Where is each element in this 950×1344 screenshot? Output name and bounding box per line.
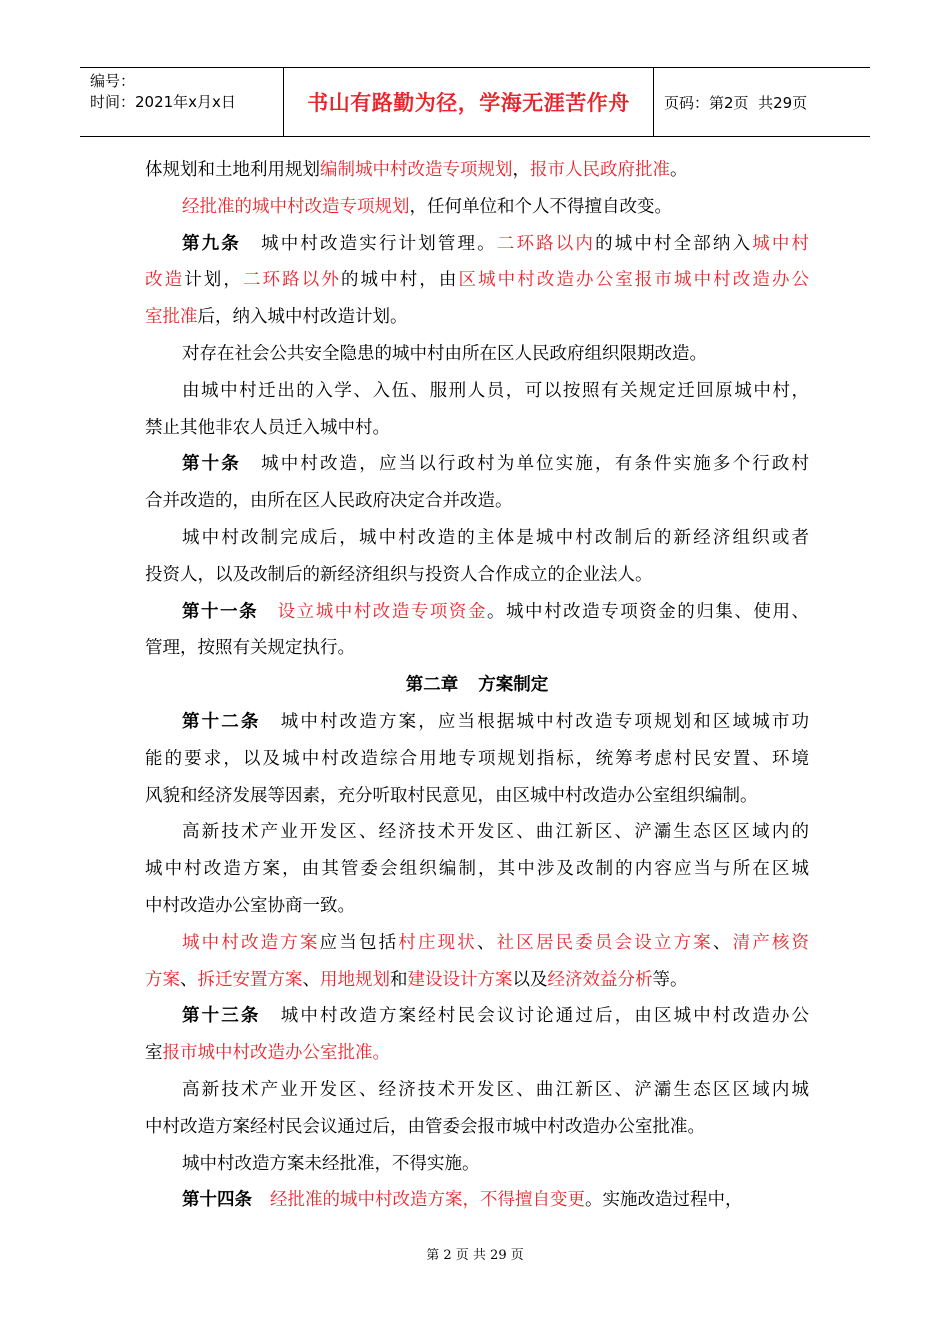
paragraph-line: [145, 962, 809, 999]
paragraph-line: [145, 152, 809, 189]
highlight-text: 建设设计方案: [407, 969, 513, 990]
text-run: 的城中村全部纳入: [595, 233, 753, 254]
chapter-title: 方案制定: [478, 675, 549, 696]
highlight-text: 二环路以外: [242, 270, 341, 291]
article-13-line: [145, 998, 809, 1035]
highlight-text: 城中村: [752, 233, 810, 254]
highlight-text: 村庄现状: [398, 932, 477, 953]
header-page-info: 页码：第2页 共29页: [664, 93, 808, 112]
text-run: 、: [302, 969, 320, 990]
highlight-text: 报市人民政府批准: [530, 160, 670, 180]
header-page-info-cell: [654, 68, 870, 136]
article-number: 第十二条: [182, 711, 261, 732]
paragraph-line: 对存在社会公共安全隐患的城中村由所在区人民政府组织限期改造。: [182, 343, 707, 364]
chapter-number: 第二章: [405, 675, 459, 696]
text-run: 应当包括: [319, 932, 399, 953]
page-footer: 第 2 页 共 29 页: [426, 1248, 524, 1263]
article-12-line: [145, 704, 809, 741]
highlight-text: 城中村改造方案: [182, 932, 320, 953]
page-header: [80, 67, 870, 137]
text-run: 城中村改造方案，应当根据城中村改造专项规划和区域城市功: [278, 711, 810, 732]
highlight-text: 经批准的城中村改造专项规划: [182, 196, 410, 217]
highlight-text: 编制城中村改造专项规划: [320, 160, 513, 180]
text-run: 城中村改造方案经村民会议讨论通过后，由区城中村改造办公: [278, 1006, 810, 1027]
paragraph-line: 合并改造的，由所在区人民政府决定合并改造。: [145, 491, 513, 512]
highlight-text: 区城中村改造办公室报市城中村改造办公: [458, 270, 810, 291]
paragraph-line: 高新技术产业开发区、经济技术开发区、曲江新区、浐灞生态区区域内城: [182, 1079, 809, 1100]
text-run: 后，纳入城中村改造计划。: [197, 307, 408, 328]
text-run: 、: [180, 969, 198, 990]
paragraph-line: [145, 1035, 809, 1072]
article-11-line: [145, 594, 809, 631]
text-run: 的城中村，由: [340, 270, 459, 291]
paragraph-line: 城中村改制完成后，城中村改造的主体是城中村改制后的新经济组织或者: [182, 527, 809, 548]
paragraph-line: [145, 925, 809, 962]
text-run: 。: [670, 160, 688, 180]
paragraph-line: [145, 262, 809, 299]
highlight-text: 改造: [145, 270, 185, 291]
header-meta: [80, 68, 284, 136]
text-run: 城中村改造实行计划管理。: [258, 233, 497, 254]
paragraph-line: 风貌和经济发展等因素，充分听取村民意见，由区城中村改造办公室组织编制。: [145, 785, 758, 806]
paragraph-line: 中村改造方案经村民会议通过后，由管委会报市城中村改造办公室批准。: [145, 1116, 705, 1137]
text-run: 等。: [652, 969, 688, 990]
text-run: 。实施改造过程中，: [585, 1190, 743, 1211]
text-run: 城中村改造，应当以行政村为单位实施，有条件实施多个行政村: [258, 454, 809, 475]
chapter-heading: [145, 667, 809, 704]
paragraph-line: [145, 299, 809, 336]
document-number-label: 编号：: [90, 72, 136, 90]
paragraph-line: 城中村改造方案，由其管委会组织编制，其中涉及改制的内容应当与所在区城: [145, 859, 809, 880]
header-motto: 书山有路勤为径，学海无涯苦作舟: [307, 91, 630, 115]
paragraph-line: 能的要求，以及城中村改造综合用地专项规划指标，统筹考虑村民安置、环境: [145, 748, 809, 769]
article-number: 第九条: [182, 233, 241, 254]
text-run: ，任何单位和个人不得擅自改变。: [409, 196, 672, 217]
header-motto-cell: [284, 68, 654, 136]
text-run: 体规划和土地利用规划: [145, 160, 320, 180]
text-run: 室: [145, 1043, 163, 1064]
article-number: 第十四条: [182, 1190, 252, 1211]
article-number: 第十条: [182, 454, 241, 475]
highlight-text: 社区居民委员会设立方案: [496, 932, 713, 953]
text-run: 、: [712, 932, 733, 953]
paragraph-line: 高新技术产业开发区、经济技术开发区、曲江新区、浐灞生态区区域内的: [182, 822, 809, 843]
paragraph-line: 由城中村迁出的入学、入伍、服刑人员，可以按照有关规定迁回原城中村，: [182, 380, 809, 401]
article-14-line: [145, 1182, 809, 1219]
highlight-text: 用地规划: [320, 969, 390, 990]
highlight-text: 室批准: [145, 307, 198, 328]
text-run: 和: [390, 969, 408, 990]
highlight-text: 报市城中村改造办公室批准。: [162, 1043, 390, 1064]
article-10-line: [145, 446, 809, 483]
highlight-text: 清产核资: [732, 932, 810, 953]
paragraph-line: 城中村改造方案未经批准，不得实施。: [182, 1153, 480, 1174]
highlight-text: 设立城中村改造专项资金: [276, 601, 487, 622]
text-run: 以及: [512, 969, 548, 990]
text-run: 计划，: [184, 270, 243, 291]
article-number: 第十一条: [182, 601, 259, 622]
highlight-text: 方案: [145, 969, 180, 990]
text-run: 。城中村改造专项资金的归集、使用、: [487, 601, 809, 622]
highlight-text: 经济效益分析: [547, 969, 653, 990]
article-number: 第十三条: [182, 1006, 261, 1027]
document-body: [145, 152, 809, 1219]
paragraph-line: [145, 189, 809, 226]
paragraph-line: 管理，按照有关规定执行。: [145, 638, 355, 659]
highlight-text: 拆迁安置方案: [197, 969, 303, 990]
text-run: ，: [512, 160, 530, 180]
paragraph-line: 投资人，以及改制后的新经济组织与投资人合作成立的企业法人。: [145, 564, 653, 585]
paragraph-line: 禁止其他非农人员迁入城中村。: [145, 417, 390, 438]
article-9-line: [145, 226, 809, 263]
highlight-text: 经批准的城中村改造方案，不得擅自变更: [270, 1190, 585, 1211]
highlight-text: 二环路以内: [496, 233, 596, 254]
paragraph-line: 中村改造办公室协商一致。: [145, 895, 355, 916]
document-date: 时间：2021年x月x日: [90, 93, 236, 111]
text-run: 、: [476, 932, 497, 953]
